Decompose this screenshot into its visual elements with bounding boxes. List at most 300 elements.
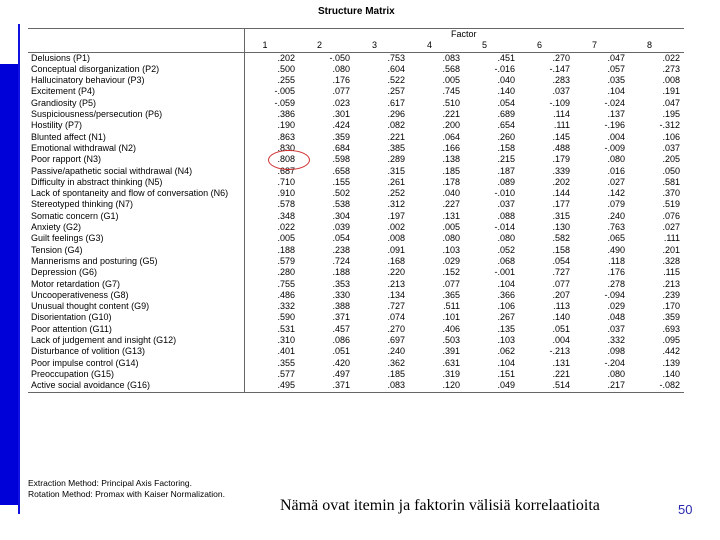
loading-cell: .080 xyxy=(442,233,460,244)
loading-cell: -.204 xyxy=(604,357,625,368)
loading-cell: .451 xyxy=(497,52,515,63)
loading-cell: .176 xyxy=(607,267,625,278)
table-row xyxy=(28,324,684,335)
loading-cell: .088 xyxy=(497,210,515,221)
loading-cell: .538 xyxy=(332,199,350,210)
loading-cell: .051 xyxy=(552,323,570,334)
loading-cell: .008 xyxy=(662,75,681,86)
loading-cell: .158 xyxy=(552,244,570,255)
loading-cell: .145 xyxy=(552,131,570,142)
loading-cell: .140 xyxy=(497,86,515,97)
loading-cell: .710 xyxy=(277,176,295,187)
loading-cell: .114 xyxy=(553,109,570,120)
item-label: Hallucinatory behaviour (P3) xyxy=(28,75,244,86)
loading-cell: .083 xyxy=(387,380,405,391)
loading-cell: .022 xyxy=(662,52,681,63)
loading-cell: .106 xyxy=(497,301,515,312)
footnote-rotation: Rotation Method: Promax with Kaiser Normalization. xyxy=(28,489,225,499)
loading-cell: .039 xyxy=(332,222,350,233)
loading-cell: .029 xyxy=(442,255,460,266)
loading-cell: .177 xyxy=(552,199,570,210)
loading-cell: .188 xyxy=(277,244,295,255)
loading-cell: .077 xyxy=(332,86,350,97)
item-label: Motor retardation (G7) xyxy=(28,279,244,290)
loading-cell: .617 xyxy=(387,97,405,108)
loading-cell: .221 xyxy=(552,368,570,379)
item-label: Guilt feelings (G3) xyxy=(28,233,244,244)
loading-cell: .304 xyxy=(332,210,350,221)
loading-cell: .503 xyxy=(442,335,460,346)
table-row xyxy=(28,64,684,75)
loading-cell: .519 xyxy=(662,199,681,210)
loading-cell: .050 xyxy=(662,165,681,176)
loading-cell: .080 xyxy=(607,154,625,165)
loading-cell: .135 xyxy=(497,323,515,334)
loading-cell: .727 xyxy=(387,301,405,312)
loading-cell: .260 xyxy=(497,131,515,142)
loading-cell: .763 xyxy=(607,222,625,233)
loading-cell: -.010 xyxy=(494,188,515,199)
loading-cell: .301 xyxy=(332,109,350,120)
loading-cell: .693 xyxy=(662,323,681,334)
item-label: Disturbance of volition (G13) xyxy=(28,346,244,357)
loading-cell: .486 xyxy=(277,289,295,300)
item-label: Depression (G6) xyxy=(28,267,244,278)
loading-cell: .035 xyxy=(607,75,625,86)
item-label: Uncooperativeness (G8) xyxy=(28,290,244,301)
loading-cell: .420 xyxy=(332,357,350,368)
loading-cell: .371 xyxy=(332,380,350,391)
loading-cell: .215 xyxy=(497,154,515,165)
loading-cell: .176 xyxy=(332,75,350,86)
loading-cell: .091 xyxy=(387,244,405,255)
loading-cell: .353 xyxy=(332,278,350,289)
loading-cell: .095 xyxy=(662,335,681,346)
loading-cell: .330 xyxy=(332,289,350,300)
loading-cell: -.014 xyxy=(494,222,515,233)
loading-cell: .115 xyxy=(663,267,681,278)
loading-cell: .158 xyxy=(497,142,515,153)
loading-cell: .077 xyxy=(442,278,460,289)
slide-caption: Nämä ovat itemin ja faktorin välisiä korrelaatioita xyxy=(280,497,600,514)
loading-cell: .201 xyxy=(662,244,681,255)
loading-cell: .207 xyxy=(552,289,570,300)
loading-cell: .138 xyxy=(442,154,460,165)
loading-cell: .185 xyxy=(387,368,405,379)
loading-cell: .111 xyxy=(663,233,681,244)
loading-cell: .077 xyxy=(552,278,570,289)
table-row xyxy=(28,256,684,267)
loading-cell: .863 xyxy=(277,131,295,142)
table-row xyxy=(28,346,684,357)
item-label: Stereotyped thinking (N7) xyxy=(28,199,244,210)
loading-cell: -.094 xyxy=(604,289,625,300)
loading-cell: .029 xyxy=(607,301,625,312)
loading-cell: .391 xyxy=(442,346,460,357)
loading-cell: .187 xyxy=(497,165,515,176)
loading-cell: .086 xyxy=(332,335,350,346)
item-label: Conceptual disorganization (P2) xyxy=(28,64,244,75)
footnote-extraction: Extraction Method: Principal Axis Factoring. xyxy=(28,478,192,488)
loading-cell: .054 xyxy=(332,233,350,244)
loading-cell: .315 xyxy=(387,165,405,176)
loading-cell: .658 xyxy=(332,165,350,176)
item-label: Poor rapport (N3) xyxy=(28,154,244,165)
loading-cell: .590 xyxy=(277,312,295,323)
loading-cell: .131 xyxy=(442,210,460,221)
loading-cell: .137 xyxy=(607,109,625,120)
loading-cell: .120 xyxy=(442,380,460,391)
loading-cell: .062 xyxy=(497,346,515,357)
loading-cell: .080 xyxy=(607,368,625,379)
loading-cell: .240 xyxy=(607,210,625,221)
loading-cell: .687 xyxy=(277,165,295,176)
loading-cell: -.059 xyxy=(274,97,295,108)
loading-cell: .168 xyxy=(387,255,405,266)
loading-cell: .270 xyxy=(387,323,405,334)
loading-cell: .239 xyxy=(662,289,681,300)
loading-cell: .332 xyxy=(607,335,625,346)
loading-cell: .280 xyxy=(277,267,295,278)
loading-cell: .522 xyxy=(387,75,405,86)
table-row xyxy=(28,154,684,165)
item-label: Blunted affect (N1) xyxy=(28,132,244,143)
factor-number: 1 xyxy=(244,40,299,52)
loading-cell: .016 xyxy=(607,165,625,176)
loading-cell: .808 xyxy=(277,154,295,165)
structure-matrix-table xyxy=(28,28,684,393)
loading-cell: .371 xyxy=(332,312,350,323)
loading-cell: .339 xyxy=(552,165,570,176)
factor-number: 8 xyxy=(629,40,684,52)
loading-cell: .359 xyxy=(332,131,350,142)
loading-cell: .178 xyxy=(442,176,460,187)
loading-cell: .910 xyxy=(277,188,295,199)
table-row xyxy=(28,380,684,392)
loading-cell: .531 xyxy=(277,323,295,334)
loading-cell: .205 xyxy=(662,154,681,165)
loading-cell: .727 xyxy=(552,267,570,278)
table-row xyxy=(28,86,684,97)
loading-cell: .048 xyxy=(607,312,625,323)
table-row xyxy=(28,358,684,369)
item-label: Active social avoidance (G16) xyxy=(28,380,244,392)
loading-cell: .359 xyxy=(662,312,681,323)
loading-cell: .217 xyxy=(607,380,625,391)
table-row xyxy=(28,177,684,188)
loading-cell: .083 xyxy=(442,52,460,63)
loading-cell: .027 xyxy=(607,176,625,187)
table-row xyxy=(28,245,684,256)
loading-cell: .155 xyxy=(332,176,350,187)
loading-cell: .113 xyxy=(553,301,570,312)
loading-cell: .604 xyxy=(387,63,405,74)
item-label: Emotional withdrawal (N2) xyxy=(28,143,244,154)
table-row xyxy=(28,301,684,312)
loading-cell: .579 xyxy=(277,255,295,266)
loading-cell: .332 xyxy=(277,301,295,312)
loading-cell: .267 xyxy=(497,312,515,323)
loading-cell: .457 xyxy=(332,323,350,334)
loading-cell: -.109 xyxy=(549,97,570,108)
loading-cell: .365 xyxy=(442,289,460,300)
table-row xyxy=(28,369,684,380)
loading-cell: .052 xyxy=(497,244,515,255)
item-label: Poor impulse control (G14) xyxy=(28,358,244,369)
table-row xyxy=(28,120,684,131)
item-label: Delusions (P1) xyxy=(28,52,244,64)
loading-cell: .130 xyxy=(552,222,570,233)
loading-cell: .200 xyxy=(442,120,460,131)
loading-cell: .005 xyxy=(442,222,460,233)
loading-cell: .283 xyxy=(552,75,570,86)
loading-cell: .221 xyxy=(442,109,460,120)
loading-cell: .104 xyxy=(607,86,625,97)
loading-cell: .023 xyxy=(332,97,350,108)
loading-cell: .442 xyxy=(662,346,681,357)
loading-cell: .495 xyxy=(277,380,295,391)
loading-cell: .098 xyxy=(607,346,625,357)
item-label: Difficulty in abstract thinking (N5) xyxy=(28,177,244,188)
table-row xyxy=(28,98,684,109)
loading-cell: .142 xyxy=(607,188,625,199)
table-row xyxy=(28,143,684,154)
factor-number: 2 xyxy=(299,40,354,52)
factor-number: 6 xyxy=(519,40,574,52)
loading-cell: .510 xyxy=(442,97,460,108)
loading-cell: .195 xyxy=(662,109,681,120)
loading-cell: .080 xyxy=(332,63,350,74)
loading-cell: .190 xyxy=(277,120,295,131)
table-row xyxy=(28,109,684,120)
loading-cell: .179 xyxy=(552,154,570,165)
loading-cell: .103 xyxy=(442,244,460,255)
table-row xyxy=(28,233,684,244)
loading-cell: .054 xyxy=(497,97,515,108)
loading-cell: .370 xyxy=(662,188,681,199)
loading-cell: .598 xyxy=(332,154,350,165)
loading-cell: -.001 xyxy=(494,267,515,278)
loading-cell: .037 xyxy=(662,142,681,153)
loading-cell: .273 xyxy=(662,63,681,74)
loading-cell: .047 xyxy=(662,97,681,108)
loading-cell: .151 xyxy=(497,368,515,379)
loading-cell: .238 xyxy=(332,244,350,255)
loading-cell: .037 xyxy=(552,86,570,97)
item-label: Suspiciousness/persecution (P6) xyxy=(28,109,244,120)
loading-cell: .213 xyxy=(387,278,405,289)
loading-cell: .213 xyxy=(662,278,681,289)
loading-cell: .170 xyxy=(662,301,681,312)
table-row xyxy=(28,52,684,64)
loading-cell: .057 xyxy=(607,63,625,74)
loading-cell: .152 xyxy=(442,267,460,278)
loading-cell: .080 xyxy=(497,233,515,244)
item-label: Anxiety (G2) xyxy=(28,222,244,233)
loading-cell: .261 xyxy=(387,176,405,187)
loading-cell: .004 xyxy=(607,131,625,142)
table-row xyxy=(28,188,684,199)
loading-cell: .502 xyxy=(332,188,350,199)
loading-cell: -.009 xyxy=(604,142,625,153)
loading-cell: .074 xyxy=(387,312,405,323)
item-label: Lack of spontaneity and flow of conversation (N6) xyxy=(28,188,244,199)
loading-cell: .315 xyxy=(552,210,570,221)
loading-cell: .104 xyxy=(497,357,515,368)
loading-cell: .257 xyxy=(387,86,405,97)
loading-cell: .388 xyxy=(332,301,350,312)
loading-cell: .406 xyxy=(442,323,460,334)
loading-cell: .040 xyxy=(497,75,515,86)
loading-cell: .328 xyxy=(662,255,681,266)
loading-cell: .185 xyxy=(442,165,460,176)
loading-cell: .118 xyxy=(608,255,625,266)
loading-cell: .348 xyxy=(277,210,295,221)
loading-cell: .488 xyxy=(552,142,570,153)
loading-cell: -.196 xyxy=(604,120,625,131)
loading-cell: .197 xyxy=(387,210,405,221)
loading-cell: .724 xyxy=(332,255,350,266)
loading-cell: .037 xyxy=(497,199,515,210)
loading-cell: -.016 xyxy=(494,63,515,74)
loading-cell: .082 xyxy=(387,120,405,131)
slide-accent-line xyxy=(18,24,20,514)
loading-cell: .140 xyxy=(662,368,681,379)
loading-cell: .581 xyxy=(662,176,681,187)
item-label: Mannerisms and posturing (G5) xyxy=(28,256,244,267)
loading-cell: .490 xyxy=(607,244,625,255)
loading-cell: .076 xyxy=(662,210,681,221)
loading-cell: .578 xyxy=(277,199,295,210)
table-row xyxy=(28,132,684,143)
factor-header: Factor xyxy=(451,29,477,39)
loading-cell: .753 xyxy=(387,52,405,63)
loading-cell: .270 xyxy=(552,52,570,63)
loading-cell: .068 xyxy=(497,255,515,266)
loading-cell: .577 xyxy=(277,368,295,379)
loading-cell: .514 xyxy=(552,380,570,391)
matrix-title: Structure Matrix xyxy=(318,6,395,17)
loading-cell: .385 xyxy=(387,142,405,153)
table-row xyxy=(28,75,684,86)
table-row xyxy=(28,166,684,177)
loading-cell: .037 xyxy=(607,323,625,334)
loading-cell: .500 xyxy=(277,63,295,74)
loading-cell: .040 xyxy=(442,188,460,199)
loading-cell: .745 xyxy=(442,86,460,97)
item-label: Preoccupation (G15) xyxy=(28,369,244,380)
loading-cell: .755 xyxy=(277,278,295,289)
item-label: Somatic concern (G1) xyxy=(28,211,244,222)
loading-cell: .139 xyxy=(662,357,681,368)
loading-cell: .008 xyxy=(387,233,405,244)
loading-cell: .005 xyxy=(442,75,460,86)
loading-cell: .220 xyxy=(387,267,405,278)
loading-cell: .296 xyxy=(387,109,405,120)
loading-cell: .027 xyxy=(662,222,681,233)
loading-cell: .202 xyxy=(552,176,570,187)
loading-cell: .005 xyxy=(277,233,295,244)
loading-cell: .289 xyxy=(387,154,405,165)
loading-cell: .654 xyxy=(497,120,515,131)
table-row xyxy=(28,211,684,222)
loading-cell: .049 xyxy=(497,380,515,391)
loading-cell: .140 xyxy=(552,312,570,323)
loading-cell: .278 xyxy=(607,278,625,289)
item-label: Tension (G4) xyxy=(28,245,244,256)
loading-cell: .689 xyxy=(497,109,515,120)
loading-cell: .497 xyxy=(332,368,350,379)
loading-cell: .568 xyxy=(442,63,460,74)
loading-cell: .002 xyxy=(387,222,405,233)
loading-cell: .362 xyxy=(387,357,405,368)
loading-cell: .054 xyxy=(552,255,570,266)
table-row xyxy=(28,267,684,278)
factor-number: 5 xyxy=(464,40,519,52)
loading-cell: .252 xyxy=(387,188,405,199)
loading-cell: .134 xyxy=(387,289,405,300)
table-row xyxy=(28,279,684,290)
loading-cell: -.147 xyxy=(549,63,570,74)
loading-cell: .104 xyxy=(497,278,515,289)
loading-cell: .106 xyxy=(662,131,681,142)
loading-cell: .511 xyxy=(443,301,460,312)
loading-cell: .166 xyxy=(442,142,460,153)
loading-cell: .188 xyxy=(332,267,350,278)
item-label: Grandiosity (P5) xyxy=(28,98,244,109)
loading-cell: .355 xyxy=(277,357,295,368)
loading-cell: .079 xyxy=(607,199,625,210)
loading-cell: .424 xyxy=(332,120,350,131)
table-row xyxy=(28,290,684,301)
loading-cell: .131 xyxy=(552,357,570,368)
loading-cell: .144 xyxy=(552,188,570,199)
loading-cell: .319 xyxy=(442,368,460,379)
loading-cell: .101 xyxy=(442,312,460,323)
loading-cell: .366 xyxy=(497,289,515,300)
loading-cell: -.312 xyxy=(659,120,681,131)
loading-cell: .221 xyxy=(387,131,405,142)
table-row xyxy=(28,199,684,210)
loading-cell: .065 xyxy=(607,233,625,244)
loading-cell: .064 xyxy=(442,131,460,142)
loading-cell: .240 xyxy=(387,346,405,357)
factor-number: 4 xyxy=(409,40,464,52)
loading-cell: .022 xyxy=(277,222,295,233)
loading-cell: .386 xyxy=(277,109,295,120)
loading-cell: -.213 xyxy=(549,346,570,357)
item-label: Hostility (P7) xyxy=(28,120,244,131)
item-label: Excitement (P4) xyxy=(28,86,244,97)
item-label: Passive/apathetic social withdrawal (N4) xyxy=(28,166,244,177)
table-row xyxy=(28,222,684,233)
loading-cell: .047 xyxy=(607,52,625,63)
item-label: Lack of judgement and insight (G12) xyxy=(28,335,244,346)
loading-cell: .227 xyxy=(442,199,460,210)
slide-accent-bar xyxy=(0,64,18,505)
factor-number: 3 xyxy=(354,40,409,52)
loading-cell: .401 xyxy=(277,346,295,357)
loading-cell: .051 xyxy=(332,346,350,357)
loading-cell: .255 xyxy=(277,75,295,86)
loading-cell: .697 xyxy=(387,335,405,346)
loading-cell: .312 xyxy=(387,199,405,210)
loading-cell: .111 xyxy=(553,120,570,131)
loading-cell: -.005 xyxy=(274,86,295,97)
loading-cell: .582 xyxy=(552,233,570,244)
loading-cell: .310 xyxy=(277,335,295,346)
item-label: Unusual thought content (G9) xyxy=(28,301,244,312)
